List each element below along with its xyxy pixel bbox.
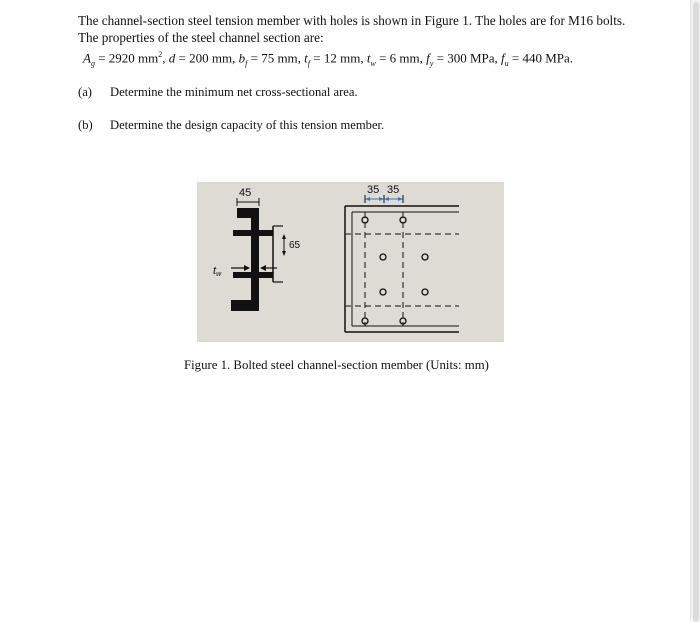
problem-intro: The channel-section steel tension member with holes is shown in Figure 1. The holes are for M16 bolts. The properties of the steel channel section are:: [78, 13, 626, 45]
hole-5: [380, 289, 386, 295]
prop-tf: 12 mm: [323, 50, 361, 66]
question-a-text: Determine the minimum net cross-sectional area.: [110, 85, 358, 99]
web-thickness-sub: w: [216, 271, 222, 278]
dim-spacing-2: 35: [387, 184, 400, 196]
prop-tw: 6 mm: [389, 50, 420, 66]
hole-6: [422, 289, 428, 295]
prop-d: 200 mm: [189, 50, 233, 66]
section-properties: $A_g = 2920$ $mm^2$, d = 200 mm, $b_f = 75$ mm, $t_f = 12$ mm, $t_w = 6$ mm, $f_y = 300$ MPa, $f_u = 440$ MPa.: [83, 50, 574, 68]
prop-fy: 300 MPa: [447, 50, 495, 66]
hole-4: [422, 254, 428, 260]
bolt-upper: [233, 230, 273, 236]
dim-spacing-1: 35: [367, 184, 380, 196]
prop-ag-unit: mm: [138, 50, 159, 66]
question-b-label: (b): [78, 118, 93, 132]
prop-fu: 440 MPa.: [522, 50, 574, 66]
bottom-flange: [231, 300, 259, 311]
scrollbar[interactable]: [690, 0, 700, 621]
scroll-thumb[interactable]: [693, 2, 699, 622]
dim-gauge-label: 65: [289, 240, 301, 251]
prop-ag: 2920: [108, 50, 135, 66]
plan-view: [345, 195, 459, 332]
prop-bf: 75 mm: [261, 50, 298, 66]
web-thickness-label: [213, 265, 222, 278]
channel-section-drawing: [197, 182, 504, 342]
dim-flange-label: 45: [239, 187, 252, 199]
question-a-label: (a): [78, 85, 92, 99]
question-a: [78, 85, 478, 103]
web-thickness-t: t: [213, 265, 217, 277]
channel-section-figure: [197, 182, 504, 342]
hole-3: [380, 254, 386, 260]
question-b: [78, 118, 498, 136]
question-b-text: Determine the design capacity of this tension member.: [110, 118, 385, 132]
top-flange: [237, 208, 259, 218]
bolt-lower: [233, 272, 273, 278]
figure-caption: Figure 1. Bolted steel channel-section member (Units: mm): [184, 358, 489, 372]
cross-section-view: [231, 198, 286, 311]
